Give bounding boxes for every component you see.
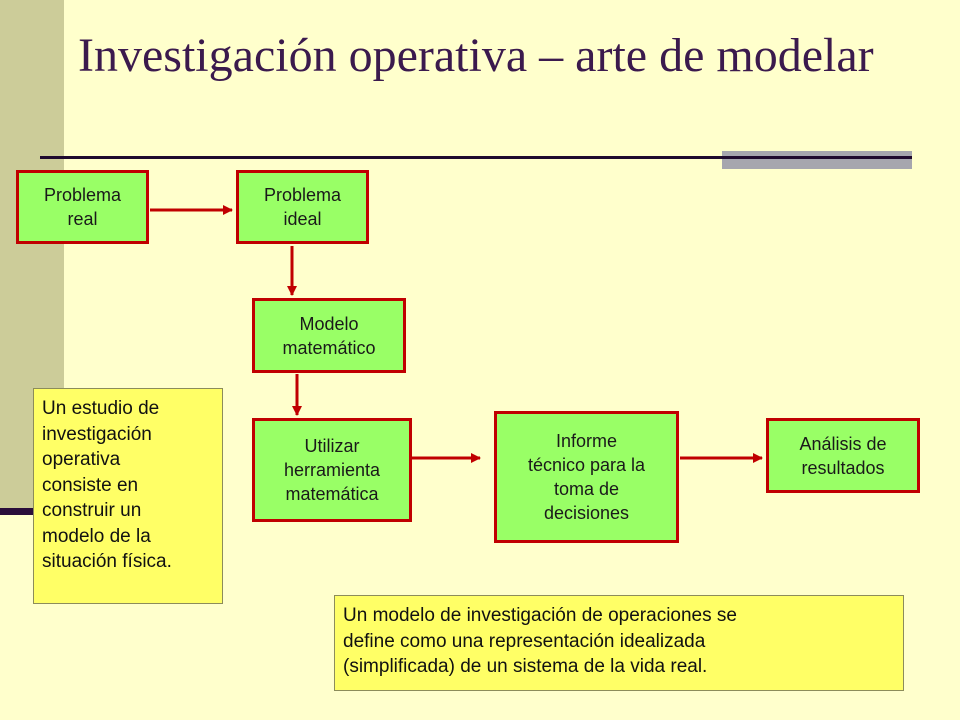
node-informe-tecnico: Informe técnico para la toma de decisiones: [494, 411, 679, 543]
node-utilizar-herramienta: Utilizar herramienta matemática: [252, 418, 412, 522]
node-problema-real: Problema real: [16, 170, 149, 244]
title-rule: [40, 156, 912, 159]
node-modelo-matematico: Modelo matemático: [252, 298, 406, 373]
node-problema-ideal: Problema ideal: [236, 170, 369, 244]
note-left: Un estudio de investigación operativa consiste en construir un modelo de la situación física.: [33, 388, 223, 604]
node-analisis-resultados: Análisis de resultados: [766, 418, 920, 493]
slide-title: Investigación operativa – arte de modelar: [78, 29, 874, 82]
title-rule-accent: [722, 151, 912, 169]
note-bottom: Un modelo de investigación de operaciones se define como una representación idealizada (simplificada) de un sistema de la vida real.: [334, 595, 904, 691]
